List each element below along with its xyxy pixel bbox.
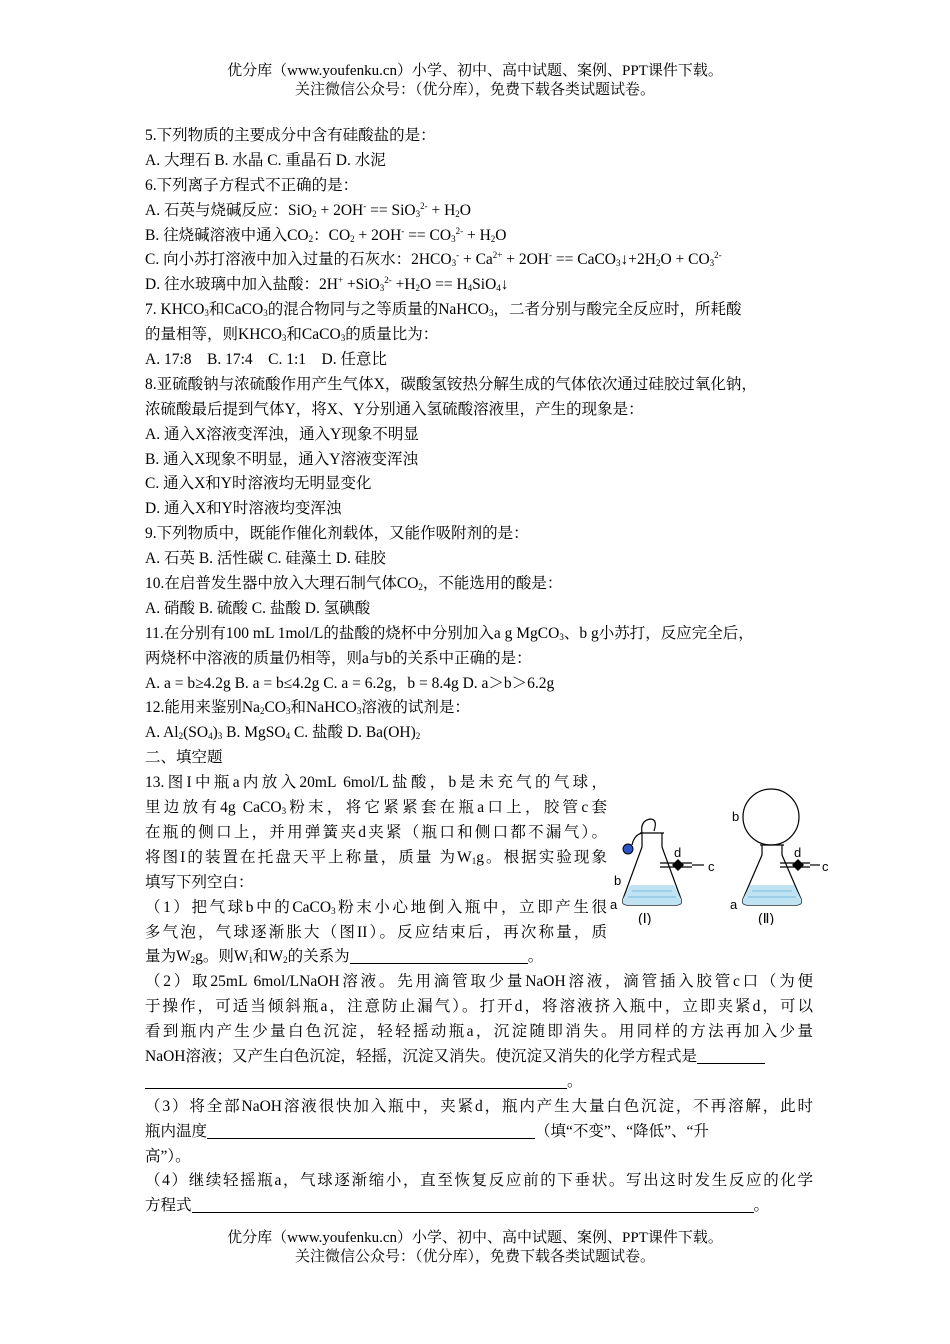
- answer-blank-4[interactable]: [192, 1196, 754, 1213]
- liquid-1: [623, 885, 682, 905]
- label-a-1: a: [610, 897, 618, 912]
- q7-stem-line-2: 的量相等，则$KHCO_3$和CaCO$_3$的质量比为：: [145, 326, 439, 344]
- q5-options: A. 大理石 B. 水晶 C. 重晶石 D. 水泥: [145, 151, 386, 169]
- header-line-1: 优分库（www.youfenku.cn）小学、初中、高中试题、案例、PPT课件下载。: [227, 63, 723, 79]
- page-footer: [0, 1229, 950, 1267]
- q13-part-2-line-5: 。: [145, 1070, 813, 1095]
- q13-part-1-line-2: 多气泡，气球逐渐胀大（图II）。反应结束后，再次称量，质: [145, 923, 607, 941]
- q13-part-2-line-4: NaOH溶液；又产生白色沉淀，轻摇，沉淀又消失。使沉淀又消失的化学方程式是: [145, 1045, 813, 1070]
- label-b-1: b: [614, 873, 622, 888]
- q13-line-4: 将图I的装置在托盘天平上称量，质量 为$W_1g$。根据实验现象: [145, 848, 607, 866]
- q10-options: A. 硝酸 B. 硫酸 C. 盐酸 D. 氢碘酸: [145, 599, 371, 617]
- q7-stem-line-1: 7. $KHCO_3$和CaCO$_3$的混合物同与之等质量的NaHCO$_3$，二者分别与酸完全反应时，所耗酸: [145, 301, 742, 319]
- label-a-2: a: [730, 897, 738, 912]
- q13-line-3: 在瓶的侧口上，并用弹簧夹d夹紧（瓶口和侧口都不漏气）。: [145, 823, 607, 841]
- liquid-2: [743, 885, 802, 905]
- label-c-1: c: [708, 859, 715, 874]
- q6-option-a: A. 石英与烧碱反应：$SiO_2 + 2OH^- == SiO_3^{2-} + H_2O$: [145, 200, 471, 219]
- footer-line-2: 关注微信公众号：（优分库），免费下载各类试题试卷。: [294, 1249, 655, 1265]
- balloon-2-inflated: [743, 789, 799, 845]
- q12-options: A. $Al_2(SO_4)_3$ B. MgSO$_4$ C. 盐酸 D. $Ba(OH)_2$: [145, 724, 421, 742]
- q11-stem-line-2: 两烧杯中溶液的质量仍相等，则a与b的关系中正确的是：: [145, 649, 532, 667]
- q7-options: A. 17:8 B. 17:4 C. 1:1 D. 任意比: [145, 351, 387, 369]
- q5-stem: 5.下列物质的主要成分中含有硅酸盐的是：: [145, 127, 436, 144]
- q6-option-d: D. 往水玻璃中加入盐酸：$2H^+ +SiO_3^{2-} +H_2O$ == $H_4SiO_4↓$: [145, 275, 509, 294]
- q10-stem: 10.在启普发生器中放入大理石制气体$CO_2$，不能选用的酸是：: [145, 575, 563, 593]
- exam-content: [145, 124, 813, 1219]
- header-line-2: 关注微信公众号：（优分库），免费下载各类试题试卷。: [294, 82, 655, 98]
- q13-part-2-line-2: 于操作，可适当倾斜瓶a，注意防止漏气）。打开d，将溶液挤入瓶中，立即夹紧d，可以: [145, 998, 813, 1016]
- q9-options: A. 石英 B. 活性碳 C. 硅藻土 D. 硅胶: [145, 550, 386, 568]
- q13-part-3-line-1: （3）将全部NaOH溶液很快加入瓶中，夹紧d，瓶内产生大量白色沉淀，不再溶解，此时: [145, 1097, 813, 1115]
- q13-part-4-line-2: 方程式 。: [145, 1197, 770, 1215]
- q6-stem: 6.下列离子方程式不正确的是：: [145, 176, 359, 194]
- q8-option-b: B. 通入X现象不明显，通入Y溶液变浑浊: [145, 450, 418, 468]
- q8-option-c: C. 通入X和Y时溶液均无明显变化: [145, 475, 372, 493]
- answer-blank-3[interactable]: [207, 1122, 535, 1139]
- answer-blank-2b[interactable]: [145, 1072, 567, 1089]
- q6-option-b: B. 往烧碱溶液中通入$CO_2$：$CO_2 + 2OH^- == CO_3^{2-} + H_2O$: [145, 225, 507, 244]
- label-d-2: d: [794, 845, 802, 860]
- q13-line-5: 填写下列空白：: [145, 873, 254, 891]
- q13-part-1-line-1: （1）把气球b中的CaCO$_3$粉末小心地倒入瓶中，立即产生很: [145, 898, 607, 916]
- q8-option-d: D. 通入X和Y时溶液均变浑浊: [145, 500, 342, 518]
- q6-option-c: C. 向小苏打溶液中加入过量的石灰水：$2HCO_3^- + Ca^{2+} + 2OH^-$ == $CaCO_3↓+2H_2O + CO_3^{2-}$: [145, 250, 722, 269]
- label-d-1: d: [674, 845, 682, 860]
- q8-stem-line-2: 浓硫酸最后提到气体Y，将X、Y分别通入氢硫酸溶液里，产生的现象是：: [145, 400, 644, 418]
- caption-figure-1: (Ⅰ): [638, 910, 652, 925]
- clamp-d-2: [792, 859, 804, 871]
- caption-figure-2: (Ⅱ): [758, 910, 775, 925]
- q9-stem: 9.下列物质中，既能作催化剂载体，又能作吸附剂的是：: [145, 525, 529, 543]
- q13-part-1-line-3: 量为$W_2g$。则$W_1$和$W_2$的关系为 。: [145, 948, 544, 966]
- q11-options: A. a = b≥4.2g B. a = b≤4.2g C. a = 6.2g，b = 8.4g D. a＞b＞6.2g: [145, 674, 555, 692]
- q13-part-2-line-3: 看到瓶内产生少量白色沉淀，轻轻摇动瓶a，沉淀随即消失。用同样的方法再加入少量: [145, 1023, 813, 1041]
- q13-part-2-line-1: （2）取25mL 6mol/LNaOH溶液。先用滴管取少量NaOH溶液，滴管插入胶管c口（为便: [145, 973, 813, 991]
- q13-part-4-line-1: （4）继续轻摇瓶a，气球逐渐缩小，直至恢复反应前的下垂状。写出这时发生反应的化学: [145, 1172, 813, 1190]
- q8-stem-line-1: 8.亚硫酸钠与浓硫酸作用产生气体X，碳酸氢铵热分解生成的气体依次通过硅胶过氧化钠，: [145, 375, 757, 393]
- q13-part-3-line-3: 高”）。: [145, 1147, 191, 1165]
- q13-part-3-line-2: 瓶内温度 （填“不变”、“降低”、“升: [145, 1122, 709, 1140]
- clamp-d-1: [672, 859, 684, 871]
- q13-line-2: 里边放有4g CaCO$_3$粉末，将它紧紧套在瓶a口上，胶管c套: [145, 799, 607, 817]
- label-b-2: b: [732, 809, 740, 824]
- section-2-heading: 二、填空题: [145, 749, 223, 767]
- q12-stem: 12.能用来鉴别$Na_2CO_3$和NaHCO$_3$溶液的试剂是：: [145, 699, 470, 717]
- page-header: [0, 62, 950, 100]
- footer-line-1: 优分库（www.youfenku.cn）小学、初中、高中试题、案例、PPT课件下载。: [227, 1230, 723, 1246]
- q8-option-a: A. 通入X溶液变浑浊，通入Y现象不明显: [145, 425, 419, 443]
- balloon-b-powder: [623, 844, 633, 854]
- answer-blank-1[interactable]: [350, 947, 528, 964]
- apparatus-figure: [610, 785, 835, 925]
- answer-blank-2a[interactable]: [697, 1047, 765, 1064]
- q11-stem-line-1: 11.在分别有100 mL 1mol/L的盐酸的烧杯中分别加入a g MgCO$_3$、b g小苏打，反应完全后，: [145, 624, 754, 642]
- q13-line-1: 13.图I中瓶a内放入20mL 6mol/L盐酸，b是未充气的气球，: [145, 774, 607, 792]
- balloon-1-deflated: [642, 819, 656, 833]
- label-c-2: c: [822, 859, 829, 874]
